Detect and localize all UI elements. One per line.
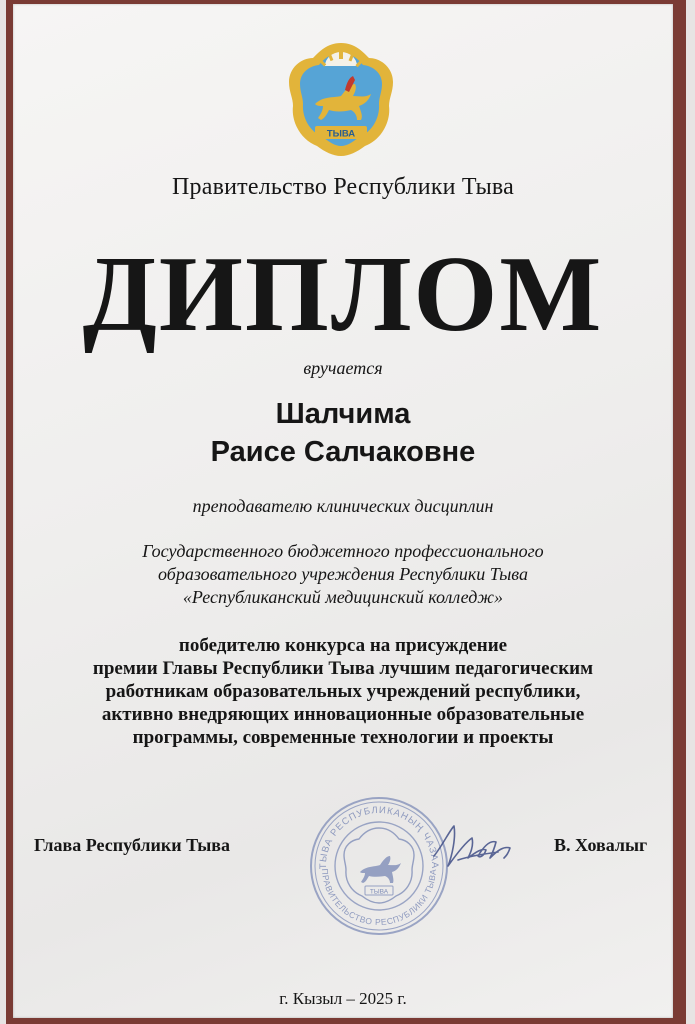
handwritten-signature-icon <box>428 816 528 876</box>
emblem-label: ТЫВА <box>326 128 356 140</box>
organization-block <box>13 540 673 609</box>
organization-line: образовательного учреждения Республики Тыва <box>158 564 528 584</box>
recipient-position: преподавателю клинических дисциплин <box>192 496 494 516</box>
seal-text-top: ТЫВА РЕСПУБЛИКАНЫҢ ЧАЗАА <box>317 804 441 870</box>
diploma-paper <box>13 4 673 1018</box>
diploma-title: ДИПЛОМ <box>82 235 604 354</box>
organization-line: «Республиканский медицинский колледж» <box>182 587 504 607</box>
place-and-year: г. Кызыл – 2025 г. <box>279 989 407 1008</box>
seal-text-bottom: ПРАВИТЕЛЬСТВО РЕСПУБЛИКИ ТЫВА <box>319 868 439 928</box>
award-reason-block <box>13 634 673 749</box>
signatory-name: В. Ховалыг <box>554 835 648 855</box>
awarded-text: вручается <box>303 358 383 378</box>
organization-line: Государственного бюджетного профессионального <box>142 541 544 561</box>
recipient-given-names: Раисе Салчаковне <box>210 436 476 468</box>
reason-line: победителю конкурса на присуждение <box>178 635 508 656</box>
reason-line: активно внедряющих инновационные образовательные <box>101 704 585 725</box>
seal-center-text: ТЫВА <box>369 888 389 896</box>
recipient-surname: Шалчима <box>275 398 411 430</box>
reason-line: программы, современные технологии и проекты <box>132 727 554 748</box>
reason-line: работникам образовательных учреждений республики, <box>105 681 581 702</box>
government-name: Правительство Республики Тыва <box>172 174 514 200</box>
signatory-role: Глава Республики Тыва <box>34 835 230 855</box>
tuva-emblem-icon <box>285 40 397 158</box>
reason-line: премии Главы Республики Тыва лучшим педагогическим <box>92 658 594 679</box>
